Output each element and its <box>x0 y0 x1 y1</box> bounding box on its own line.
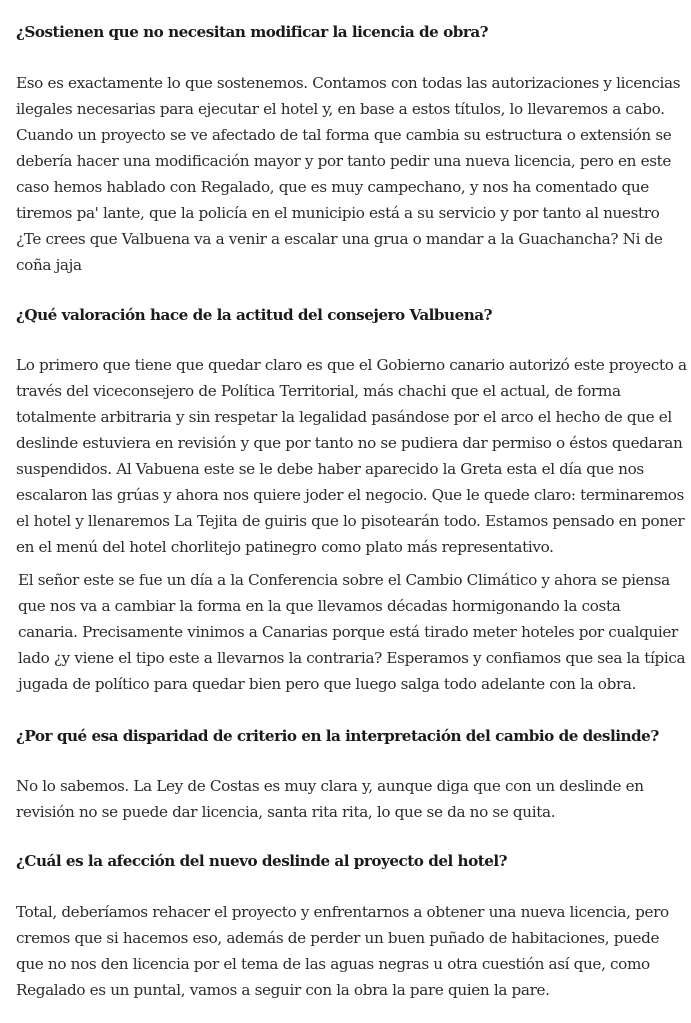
text-line: lado ¿y viene el tipo este a llevarnos la contraria? Esperamos y confiamos que sea la típica <box>18 649 686 667</box>
text-line: que nos va a cambiar la forma en la que llevamos décadas hormigonando la costa <box>18 597 621 615</box>
text-line: caso hemos hablado con Regalado, que es muy campechano, y nos ha comentado que <box>16 178 649 196</box>
text-line: No lo sabemos. La Ley de Costas es muy clara y, aunque diga que con un deslinde en <box>16 777 644 795</box>
text-line: en el menú del hotel chorlitejo patinegro como plato más representativo. <box>16 538 554 556</box>
text-line: coña jaja <box>16 256 82 274</box>
text-line: canaria. Precisamente vinimos a Canarias porque está tirado meter hoteles por cualquier <box>18 623 678 641</box>
answer-paragraph <box>18 567 685 697</box>
text-line: Lo primero que tiene que quedar claro es que el Gobierno canario autorizó este proyecto a <box>16 356 687 374</box>
text-line: ¿Te crees que Valbuena va a venir a escalar una grua o mandar a la Guachancha? Ni de <box>16 230 663 248</box>
text-line: revisión no se puede dar licencia, santa rita rita, lo que se da no se quita. <box>16 803 556 821</box>
text-line: totalmente arbitraria y sin respetar la legalidad pasándose por el arco el hecho de que el <box>16 408 672 426</box>
text-line: suspendidos. Al Vabuena este se le debe haber aparecido la Greta esta el día que nos <box>16 460 644 478</box>
question-heading: ¿Cuál es la afección del nuevo deslinde al proyecto del hotel? <box>16 852 508 870</box>
question-heading: ¿Qué valoración hace de la actitud del consejero Valbuena? <box>16 306 493 324</box>
text-line: el hotel y llenaremos La Tejita de guiris que lo pisotearán todo. Estamos pensado en poner <box>16 512 685 530</box>
answer-paragraph <box>16 70 680 278</box>
text-line: ilegales necesarias para ejecutar el hotel y, en base a estos títulos, lo llevaremos a cabo. <box>16 100 665 118</box>
answer-paragraph <box>16 773 644 825</box>
text-line: deslinde estuviera en revisión y que por tanto no se pudiera dar permiso o éstos quedaran <box>16 434 683 452</box>
text-line: que no nos den licencia por el tema de las aguas negras u otra cuestión así que, como <box>16 955 650 973</box>
text-line: Regalado es un puntal, vamos a seguir con la obra la pare quien la pare. <box>16 981 550 999</box>
text-line: Cuando un proyecto se ve afectado de tal forma que cambia su estructura o extensión se <box>16 126 672 144</box>
text-line: cremos que si hacemos eso, además de perder un buen puñado de habitaciones, puede <box>16 929 660 947</box>
text-line: Eso es exactamente lo que sostenemos. Contamos con todas las autorizaciones y licencias <box>16 74 681 92</box>
question-heading: ¿Por qué esa disparidad de criterio en la interpretación del cambio de deslinde? <box>16 727 659 745</box>
question-heading: ¿Sostienen que no necesitan modificar la licencia de obra? <box>16 23 489 41</box>
text-line: El señor este se fue un día a la Conferencia sobre el Cambio Climático y ahora se piensa <box>18 571 670 589</box>
text-line: Total, deberíamos rehacer el proyecto y enfrentarnos a obtener una nueva licencia, pero <box>16 903 669 921</box>
text-line: través del viceconsejero de Política Territorial, más chachi que el actual, de forma <box>16 382 621 400</box>
text-line: escalaron las grúas y ahora nos quiere joder el negocio. Que le quede claro: terminaremos <box>16 486 684 504</box>
answer-paragraph <box>16 352 687 560</box>
text-line: debería hacer una modificación mayor y por tanto pedir una nueva licencia, pero en este <box>16 152 672 170</box>
text-line: jugada de político para quedar bien pero que luego salga todo adelante con la obra. <box>18 675 637 693</box>
answer-paragraph <box>16 899 669 1003</box>
text-line: tiremos pa' lante, que la policía en el municipio está a su servicio y por tanto al nuestro <box>16 204 660 222</box>
